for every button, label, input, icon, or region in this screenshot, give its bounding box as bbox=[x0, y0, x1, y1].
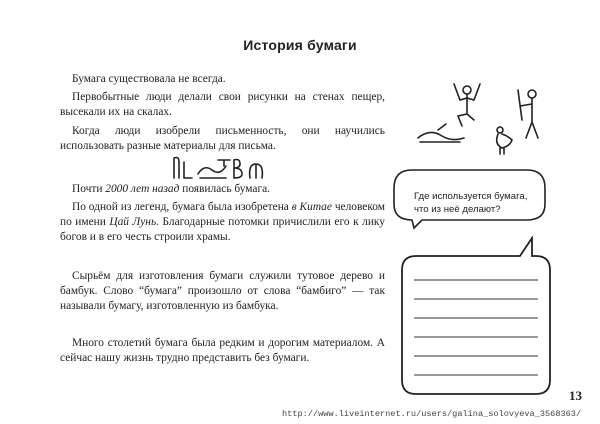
paragraph-intro: Бумага существовала не всегда. bbox=[72, 73, 226, 85]
paragraph-2000-years: Почти 2000 лет назад появилась бумага. bbox=[72, 183, 271, 195]
answer-speech-bubble bbox=[400, 236, 552, 396]
paragraph-modern: Много столетий бумага была редким и дорогим материалом. А сейчас нашу жизнь трудно представить без бумаги. bbox=[60, 337, 385, 364]
paragraph-cave-drawings: Первобытные люди делали свои рисунки на стенах пещер, высекали их на скалах. bbox=[60, 91, 385, 118]
paragraph-writing: Когда люди изобрели письменность, они научились использовать разные материалы для письма. bbox=[60, 125, 385, 152]
paragraph-legend: По одной из легенд, бумага была изобретена в Китае человеком по имени Цай Лунь. Благодарные потомки причислили его к лику богов и в его честь строили храмы. bbox=[60, 201, 385, 243]
page-title: История бумаги bbox=[243, 37, 357, 53]
source-url-watermark: http://www.liveinternet.ru/users/galina_solovyeva_3568363/ bbox=[282, 409, 582, 419]
egyptian-glyphs-illustration bbox=[170, 152, 278, 182]
paragraph-raw-materials: Сырьём для изготовления бумаги служили тутовое дерево и бамбук. Слово “бумага” произошло от слова “бамбиго” — так называли бумагу, изготовленную из бамбука. bbox=[60, 270, 385, 312]
question-text: Где используется бумага, что из неё делают? bbox=[414, 191, 528, 215]
hieroglyphs-illustration bbox=[410, 80, 560, 155]
page-number: 13 bbox=[569, 388, 582, 403]
